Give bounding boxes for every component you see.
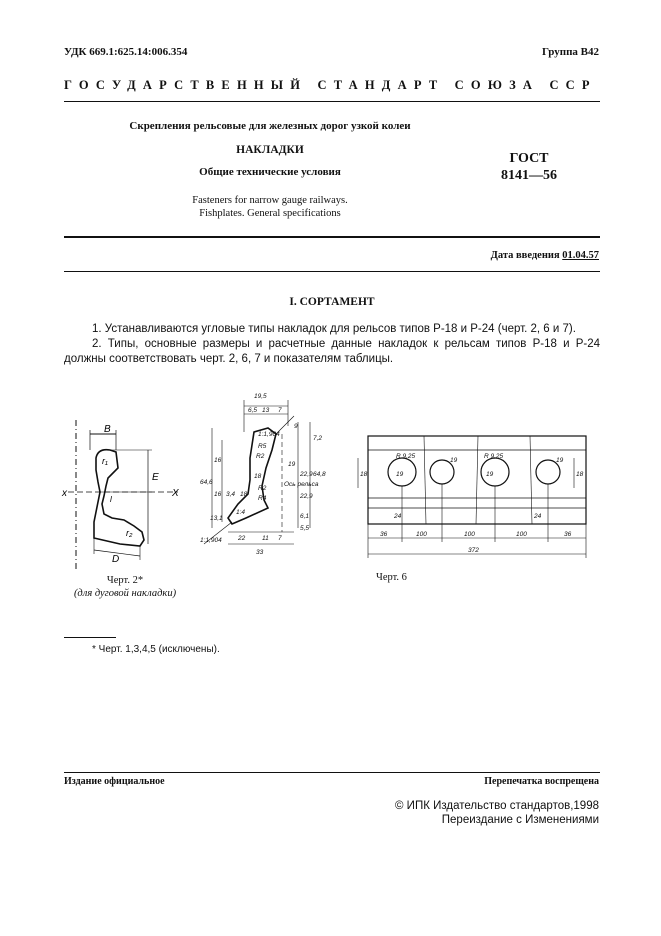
copyright: © ИПК Издательство стандартов,1998 — [395, 800, 599, 812]
drawing-7-section — [198, 392, 338, 560]
hole-label-2: 19 — [450, 457, 458, 464]
hole-label-0: R 9,25 — [396, 453, 416, 460]
drawing-2-profile — [60, 420, 190, 570]
dim-right-0: 7,2 — [313, 435, 323, 442]
radius-r2-a: R2 — [256, 453, 265, 460]
rail-axis-label: Ось рельса — [284, 481, 319, 488]
drawing-2-caption-sub-text: (для дуговой накладки) — [73, 588, 177, 599]
slope-2: 1:4 — [236, 509, 246, 516]
udk-code: УДК 669.1:625.14:006.354 — [64, 46, 188, 58]
group-code: Группа В42 — [541, 46, 599, 58]
spacing-dim-4: 36 — [564, 531, 572, 538]
drawing-2-label-r1: r₁ — [102, 456, 108, 466]
drawing-2-label-d: D — [112, 554, 120, 565]
spacing-dim-3: 100 — [516, 531, 527, 538]
dim-left-1: 16 — [214, 457, 222, 464]
footer-rule — [64, 772, 600, 773]
total-length: 372 — [468, 547, 479, 554]
slope-label-0: 9 — [294, 423, 298, 430]
dim-right-3: 19 — [288, 461, 296, 468]
footnote: * Черт. 1,3,4,5 (исключены). — [92, 644, 220, 655]
reissue-note: Переиздание с Изменениями — [441, 814, 599, 826]
title-rule — [64, 236, 600, 238]
official-edition: Издание официальное — [64, 776, 165, 787]
header-rule — [64, 101, 600, 102]
dim-right-4: 22,9 — [300, 493, 313, 500]
drawing-2-label-x-left: x — [62, 488, 67, 499]
inner-dim-0: 24 — [394, 513, 402, 520]
gost-number: 8141—56 — [501, 168, 557, 183]
dim-bottom-0: 22 — [238, 535, 246, 542]
vertical-dim-1: 18 — [576, 471, 584, 478]
spacing-dim-0: 36 — [380, 531, 388, 538]
intro-date-value: 01.04.57 — [562, 250, 599, 261]
title-line-3: Общие технические условия — [199, 166, 341, 178]
dim-top-1: 6,5 — [248, 407, 258, 414]
slope-1: 1:1,904 — [200, 537, 222, 544]
dim-bottom-2: 7 — [278, 535, 282, 542]
dim-bottom-1: 11 — [262, 535, 269, 542]
dim-bottom-3: 33 — [256, 549, 264, 556]
date-rule — [64, 271, 600, 272]
inner-dim-1: 24 — [534, 513, 542, 520]
dim-inner-18-a: 18 — [254, 473, 262, 480]
drawing-6-caption: Черт. 6 — [376, 572, 407, 583]
drawing-6-elevation — [350, 428, 600, 564]
hole-label-4: 19 — [486, 471, 494, 478]
spacing-dim-2: 100 — [464, 531, 475, 538]
dim-left-2: 16 — [214, 491, 222, 498]
hole-label-3: R 9,25 — [484, 453, 504, 460]
drawing-2-caption — [70, 574, 180, 600]
title-english — [100, 194, 440, 220]
paragraph-2: 2. Типы, основные размеры и расчетные данные накладок к рельсам типов Р-18 и Р-24 должны соответствовать черт. 2, 6, 7 и показателям таблицы. — [64, 338, 600, 365]
drawing-2-label-l: l — [110, 495, 112, 504]
dim-right-2: 64,8 — [313, 471, 326, 478]
dim-top-2: 13 — [262, 407, 270, 414]
dim-top-0: 19,5 — [254, 393, 267, 400]
vertical-dim-0: 18 — [360, 471, 368, 478]
drawing-2-label-x-right: X — [172, 488, 179, 499]
dim-5-5: 5,5 — [300, 525, 310, 532]
drawing-2-label-b: B — [104, 424, 111, 435]
paragraph-1: 1. Устанавливаются угловые типы накладок для рельсов типов Р-18 и Р-24 (черт. 2, 6 и 7). — [92, 323, 576, 335]
title-line-1: Скрепления рельсовые для железных дорог узкой колеи — [129, 120, 411, 132]
intro-date-label: Дата введения — [490, 250, 560, 261]
copyright-block — [395, 799, 599, 827]
hole-label-5: 19 — [556, 457, 564, 464]
dim-top-3: 7 — [278, 407, 282, 414]
dim-3-4: 3,4 — [226, 491, 236, 498]
dim-inner-18-b: 18 — [240, 491, 248, 498]
dim-right-5: 6,1 — [300, 513, 310, 520]
gost-label: ГОСТ — [509, 151, 549, 166]
section-title: I. СОРТАМЕНТ — [289, 296, 375, 308]
title-english-1: Fasteners for narrow gauge railways. — [192, 195, 348, 206]
dim-right-1: 22,9 — [300, 471, 313, 478]
drawing-2-label-r2: r₂ — [126, 528, 133, 538]
radius-r4: R4 — [258, 495, 267, 502]
title-line-2: НАКЛАДКИ — [236, 144, 304, 156]
drawing-2-caption-sub — [70, 587, 180, 600]
spacing-dim-1: 100 — [416, 531, 427, 538]
hole-label-1: 19 — [396, 471, 404, 478]
footnote-rule — [64, 637, 116, 638]
gost-number-block — [484, 150, 574, 184]
radius-r5: R5 — [258, 443, 267, 450]
intro-date — [491, 250, 599, 261]
radius-r2-b: R2 — [258, 485, 267, 492]
title-english-2: Fishplates. General specifications — [199, 208, 341, 219]
dim-left-0: 64,6 — [200, 479, 213, 486]
drawing-2-label-e: E — [152, 472, 159, 483]
reprint-prohibited: Перепечатка воспрещена — [484, 776, 599, 787]
slope-0: 1:1,904 — [258, 431, 280, 438]
drawing-2-caption-title: Черт. 2* — [106, 575, 144, 586]
standard-banner: ГОСУДАРСТВЕННЫЙ СТАНДАРТ СОЮЗА ССР — [64, 78, 597, 92]
dim-left-3: 13,1 — [210, 515, 223, 522]
